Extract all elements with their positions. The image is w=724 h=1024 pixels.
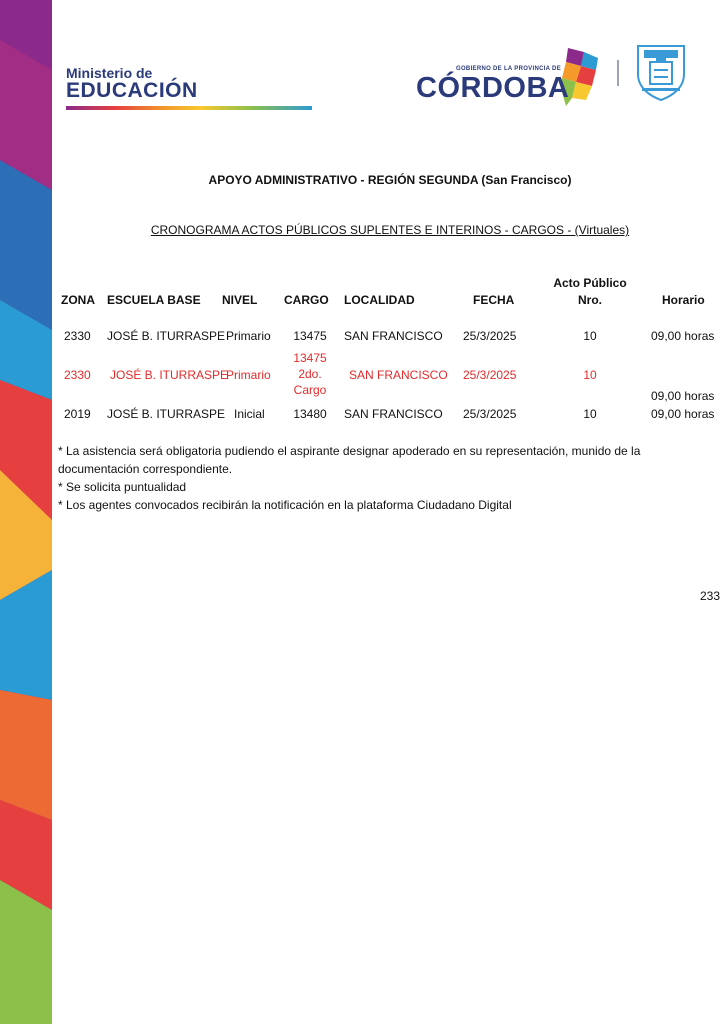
note-punctuality: * Se solicita puntualidad [58, 480, 187, 494]
cell-localidad: SAN FRANCISCO [344, 329, 443, 343]
cell-fecha: 25/3/2025 [463, 368, 517, 382]
cell-escuela: JOSÉ B. ITURRASPE [110, 368, 229, 382]
header-cargo: CARGO [284, 293, 329, 307]
cell-fecha: 25/3/2025 [463, 329, 517, 343]
header-escuela: ESCUELA BASE [107, 293, 201, 307]
document-subtitle: CRONOGRAMA ACTOS PÚBLICOS SUPLENTES E INTERINOS - CARGOS - (Virtuales) [150, 223, 630, 237]
cell-localidad: SAN FRANCISCO [349, 368, 448, 382]
cell-acto: 10 [583, 368, 597, 382]
ministerio-line1: Ministerio de [66, 65, 153, 81]
header-acto-line1: Acto Público [553, 276, 627, 290]
header-zona: ZONA [61, 293, 95, 307]
cell-escuela: JOSÉ B. ITURRASPE [107, 329, 226, 343]
cell-fecha: 25/3/2025 [463, 407, 517, 421]
cell-cargo: 13480 [293, 407, 327, 421]
cell-acto: 10 [583, 329, 597, 343]
header-nivel: NIVEL [222, 293, 258, 307]
cordoba-wordmark: CÓRDOBA [416, 72, 570, 104]
note-notification: * Los agentes convocados recibirán la notificación en la plataforma Ciudadano Digital [58, 498, 512, 512]
cell-nivel: Primario [226, 368, 271, 382]
note-attendance: * La asistencia será obligatoria pudiendo el aspirante designar apoderado en su representación, munido de la documentación correspondiente. [58, 444, 641, 476]
ministerio-educacion-logo [66, 66, 312, 110]
cell-zona: 2019 [64, 407, 91, 421]
provincial-crest-icon [632, 40, 690, 102]
header-horario: Horario [662, 293, 705, 307]
cell-cargo-line2: 2do. [298, 367, 322, 381]
header-localidad: LOCALIDAD [344, 293, 415, 307]
cordoba-logo [416, 48, 606, 113]
cell-zona: 2330 [64, 329, 91, 343]
cell-escuela: JOSÉ B. ITURRASPE [107, 407, 226, 421]
page-number: 233 [699, 589, 720, 603]
cell-nivel: Primario [226, 329, 271, 343]
ministerio-line2: EDUCACIÓN [66, 79, 198, 102]
ministerio-color-bar [66, 106, 312, 110]
logo-separator [617, 60, 619, 86]
header-fecha: FECHA [473, 293, 515, 307]
header-acto-line2: Nro. [578, 293, 602, 307]
cell-horario: 09,00 horas [651, 329, 715, 343]
cell-nivel: Inicial [234, 407, 265, 421]
document-title: APOYO ADMINISTRATIVO - REGIÓN SEGUNDA (San Francisco) [208, 173, 572, 187]
cell-acto: 10 [583, 407, 597, 421]
cell-horario: 09,00 horas [651, 407, 715, 421]
cell-cargo: 13475 [293, 351, 327, 365]
gobierno-text: GOBIERNO DE LA PROVINCIA DE [456, 66, 561, 72]
cell-localidad: SAN FRANCISCO [344, 407, 443, 421]
decorative-color-band [0, 0, 52, 1024]
cell-cargo-line3: Cargo [293, 383, 327, 397]
notes-section [58, 442, 698, 514]
cell-horario: 09,00 horas [651, 389, 715, 403]
cell-cargo: 13475 [293, 329, 327, 343]
cell-zona: 2330 [64, 368, 91, 382]
